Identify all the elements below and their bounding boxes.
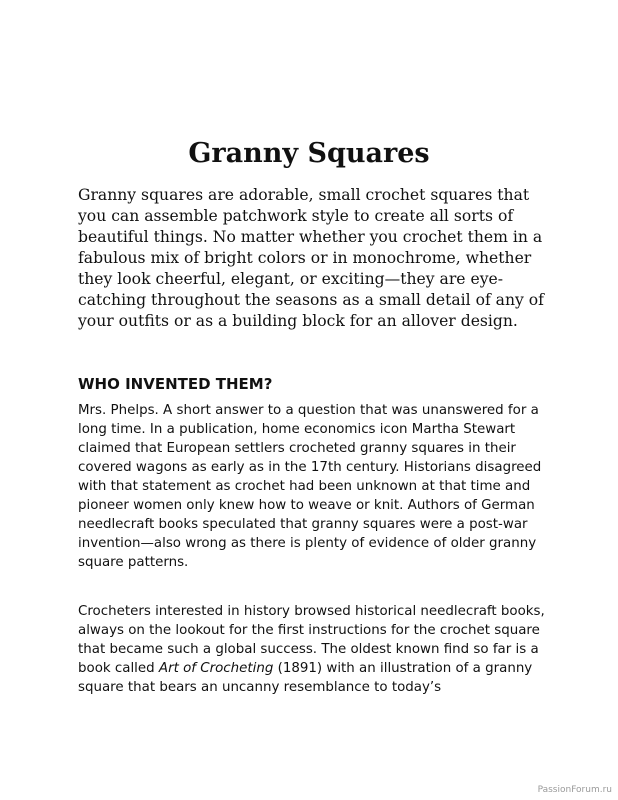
intro-paragraph: Granny squares are adorable, small crochet squares that you can assemble patchwork style to create all sorts of beautiful things. No matter whether you crochet them in a fabulous mix of bright colors or in monochrome, whether they look cheerful, elegant, or exciting—they are eye-catching throughout the seasons as a small detail of any of your outfits or as a building block for an allover design. — [78, 186, 544, 330]
body-paragraph-1: Mrs. Phelps. A short answer to a question that was unanswered for a long time. In a publication, home economics icon Martha Stewart claimed that European settlers crocheted granny squares in their covered wagons as early as in the 17th century. Historians disagreed with that statement as crochet had been unknown at that time and pioneer women only knew how to weave or knit. Authors of German needlecraft books speculated that granny squares were a post-war invention—also wrong as there is plenty of evidence of older granny square patterns. — [78, 403, 542, 570]
watermark-credit: PassionForum.ru — [537, 785, 612, 795]
body-paragraph-2 — [78, 602, 548, 697]
paragraph-2-text-after: (1891) with an illustration of a granny square that bears an uncanny resemblance to today’s — [78, 661, 533, 695]
page-title: Granny Squares — [188, 138, 430, 170]
section-heading: WHO INVENTED THEM? — [78, 375, 273, 393]
book-title: Art of Crocheting — [158, 661, 274, 676]
paragraph-2-text-before: Crocheters interested in history browsed historical needlecraft books, always on the lookout for the first instructions for the crochet square that became such a global success. The oldest known find so far is a book called — [78, 604, 545, 676]
